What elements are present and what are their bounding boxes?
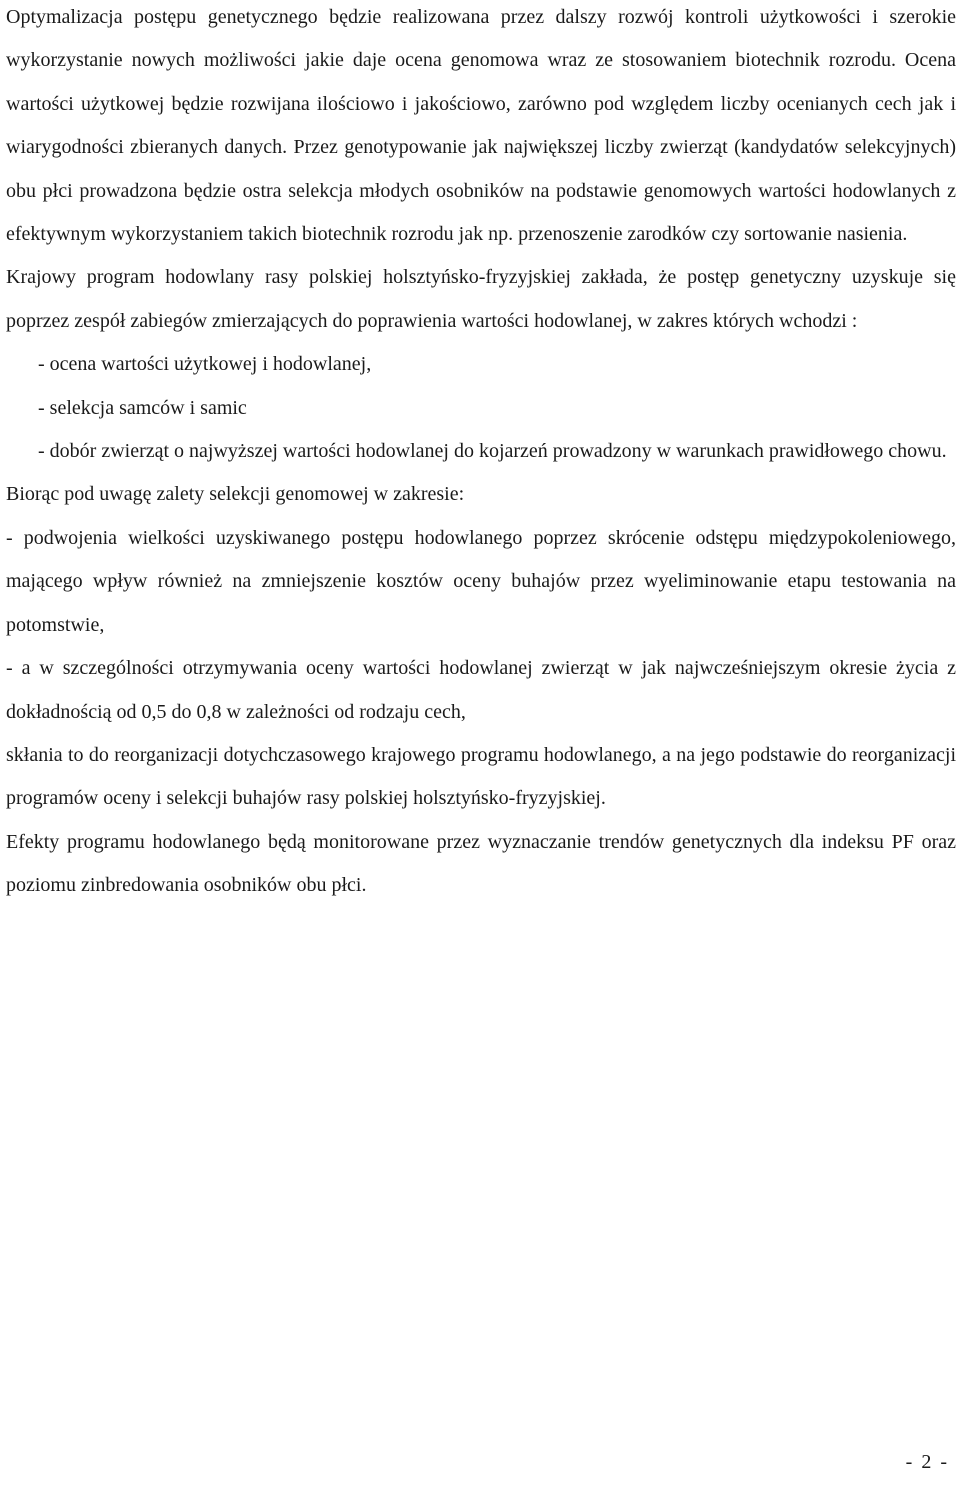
paragraph-generation-interval: - podwojenia wielkości uzyskiwanego postępu hodowlanego poprzez skrócenie odstępu międzypokoleniowego, mającego wpływ również na zmniejszenie kosztów oceny buhajów przez wyeliminowanie etapu testowania na potomstwie,: [6, 526, 956, 636]
paragraph-breeding-program: Krajowy program hodowlany rasy polskiej holsztyńsko-fryzyjskiej zakłada, że postęp genetyczny uzyskuje się poprzez zespół zabiegów zmierzających do poprawienia wartości hodowlanej, w zakres których wchodzi :: [6, 266, 956, 332]
paragraph-genetic-progress: Optymalizacja postępu genetycznego będzie realizowana przez dalszy rozwój kontroli użytkowości i szerokie wykorzystanie nowych możliwości jakie daje ocena genomowa wraz ze stosowaniem biotechnik rozrodu. Ocena wartości użytkowej będzie rozwijana ilościowo i jakościowo, zarówno pod względem liczby ocenianych cech jak i wiarygodności zbieranych danych. Przez genotypowanie jak największej liczby zwierząt (kandydatów selekcyjnych) obu płci prowadzona będzie ostra selekcja młodych osobników na podstawie genomowych wartości hodowlanych z efektywnym wykorzystaniem takich biotechnik rozrodu jak np. przenoszenie zarodków czy sortowanie nasienia.: [6, 6, 956, 246]
paragraph-monitoring: Efekty programu hodowlanego będą monitorowane przez wyznaczanie trendów genetycznych dla indeksu PF oraz poziomu zinbredowania osobników obu płci.: [6, 830, 956, 897]
breeding-activities-list: [6, 343, 956, 473]
document-page: [6, 0, 956, 908]
list-item: - selekcja samców i samic: [38, 396, 247, 419]
list-item: - ocena wartości użytkowej i hodowlanej,: [38, 353, 372, 376]
paragraph-reorganization: skłania to do reorganizacji dotychczasowego krajowego programu hodowlanego, a na jego podstawie do reorganizacji programów oceny i selekcji buhajów rasy polskiej holsztyńsko-fryzyjskiej.: [6, 743, 956, 810]
list-item: - dobór zwierząt o najwyższej wartości hodowlanej do kojarzeń prowadzony w warunkach prawidłowego chowu.: [38, 440, 947, 463]
paragraph-genomic-selection-intro: Biorąc pod uwagę zalety selekcji genomowej w zakresie:: [6, 483, 465, 506]
paragraph-early-evaluation: - a w szczególności otrzymywania oceny wartości hodowlanej zwierząt w jak najwcześniejszym okresie życia z dokładnością od 0,5 do 0,8 w zależności od rodzaju cech,: [6, 657, 956, 723]
page-number: - 2 -: [905, 1451, 949, 1473]
